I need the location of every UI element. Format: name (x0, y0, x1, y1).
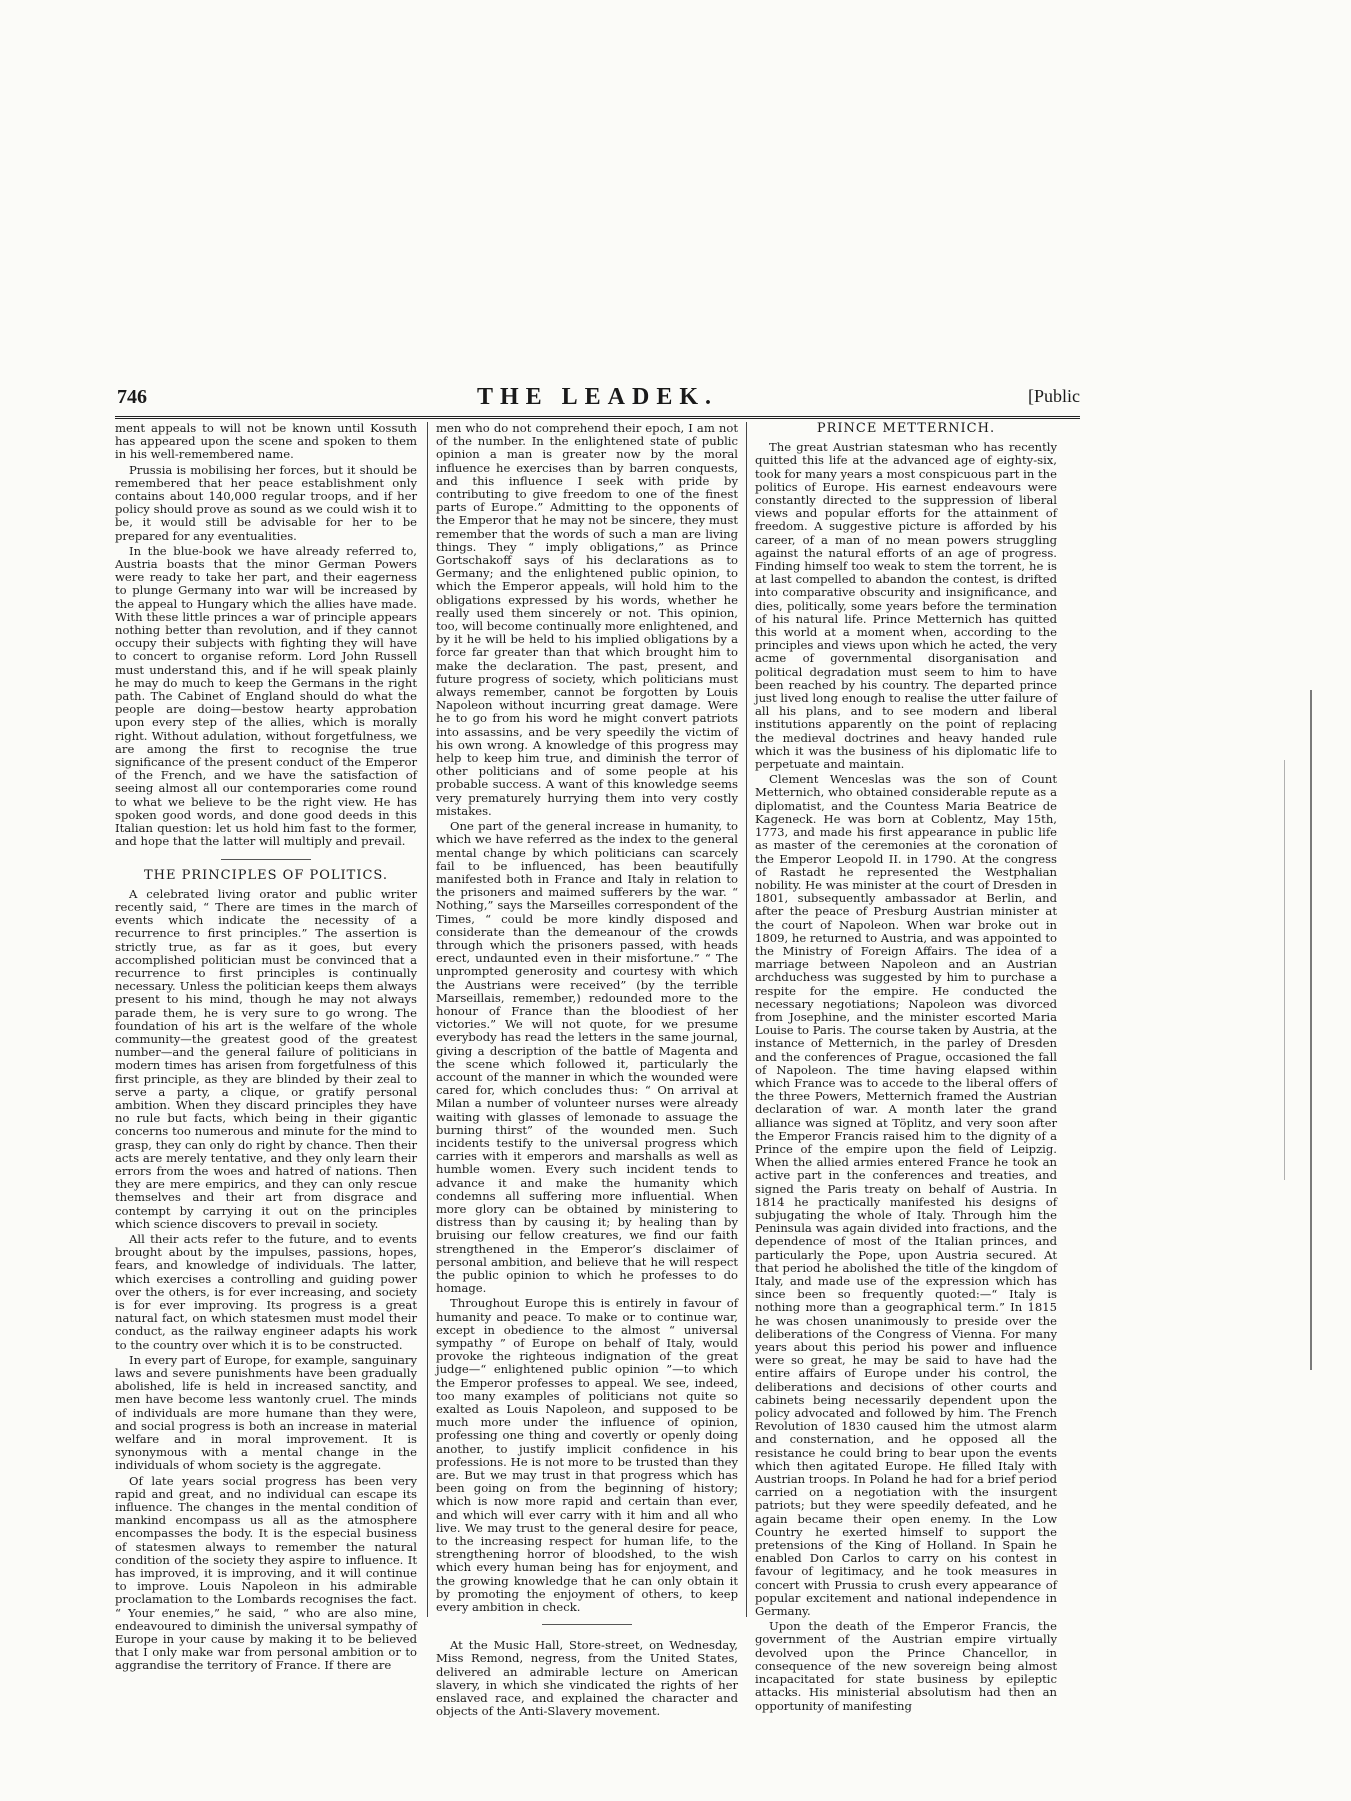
paragraph: In the blue-book we have already referred to, Austria boasts that the minor German Powers were ready to take her part, and their eagerness to plunge Germany into war will be increased by the appeal to Hungary which the allies have made. With these little princes a war of principle appears nothing better than revolution, and if they cannot occupy their subjects with fighting they will have to concert to organise reform. Lord John Russell must understand this, and if he will speak plainly he may do much to keep the Germans in the right path. The Cabinet of England should do what the people are doing—bestow hearty approbation upon every step of the allies, which is morally right. Without adulation, without forgetfulness, we are among the first to recognise the true significance of the present conduct of the Emperor of the French, and we have the satisfaction of seeing almost all our contemporaries come round to what we believe to be the right view. He has spoken good words, and done good deeds in this Italian question: let us hold him fast to the former, and hope that the latter will multiply and prevail. (115, 543, 417, 849)
page-header (115, 384, 1080, 419)
paragraph: Throughout Europe this is entirely in favour of humanity and peace. To make or to continue war, except in obedience to the almost “ universal sympathy ” of Europe on behalf of Italy, would provoke the righteous indignation of the great judge—“ enlightened public opinion ”—to which the Emperor professes to appeal. We see, indeed, too many examples of politicians not quite so exalted as Louis Napoleon, and supposed to be much more under the influence of opinion, professing one thing and covertly or openly doing another, to justify implicit confidence in his professions. He is not more to be trusted than they are. But we may trust in that progress which has been going on from the beginning of history; which is now more rapid and certain than ever, and which will ever carry with it him and all who live. We may trust to the general desire for peace, to the increasing respect for human life, to the strengthening horror of bloodshed, to the wish which every human being has for enjoyment, and the growing knowledge that he can only obtain it by promoting the enjoyment of others, to keep every ambition in check. (436, 1296, 738, 1615)
column-2 (436, 421, 738, 1719)
section-title: THE PRINCIPLES OF POLITICS. (144, 867, 388, 883)
paragraph: One part of the general increase in humanity, to which we have referred as the index to the general mental change by which politicians can scarcely fail to be influenced, has been beautifully manifested both in France and Italy in relation to the prisoners and maimed sufferers by the war. “ Nothing,” says the Marseilles correspondent of the Times, “ could be more kindly disposed and considerate than the demeanour of the crowds through which the prisoners passed, with heads erect, undaunted even in their misfortune.” “ The unprompted generosity and courtesy with which the Austrians were received” (by the terrible Marseillais, remember,) redounded more to the honour of France than the bloodiest of her victories.” We will not quote, for we presume everybody has read the letters in the same journal, giving a description of the battle of Magenta and the scene which followed it, particularly the account of the manner in which the wounded were cared for, which concludes thus: “ On arrival at Milan a number of volunteer nurses were already waiting with glasses of lemonade to assuage the burning thirst” of the wounded men. Such incidents testify to the universal progress which carries with it emperors and marshalls as well as humble women. Every such incident tends to advance it and make the humanity which condemns all suffering more influential. When more glory can be obtained by ministering to distress than by causing it; by healing than by bruising our fellow creatures, we find our faith strengthened in the Emperor’s disclaimer of personal ambition, and believe that he will respect the public opinion to which he professes to do homage. (436, 819, 738, 1296)
masthead-title: THE LEADEK. (476, 384, 719, 410)
scan-edge-line (1284, 760, 1285, 1180)
paragraph: A celebrated living orator and public writer recently said, “ There are times in the march of events which indicate the necessity of a recurrence to first principles.” The assertion is strictly true, as far as it goes, but every accomplished politician must be convinced that a recurrence to first principles is continually necessary. Unless the politician keeps them always present to his mind, though he may not always parade them, he is very sure to go wrong. The foundation of his art is the welfare of the whole community—the greatest good of the greatest number—and the general failure of politicians in modern times has arisen from forgetfulness of this first principle, as they are blinded by their zeal to serve a party, a clique, or gratify personal ambition. When they discard principles they have no rule but facts, which being in their gigantic concerns too numerous and minute for the mind to grasp, they can only do right by chance. Then their acts are merely tentative, and they only learn their errors from the woes and hatred of nations. Then they are mere empirics, and they can only rescue themselves and their art from disgrace and contempt by carrying it out on the principles which science discovers to prevail in society. (115, 886, 417, 1231)
paragraph: Of late years social progress has been very rapid and great, and no individual can escape its influence. The changes in the mental condition of mankind encompass us all as the atmosphere encompasses the body. It is the especial business of statesmen always to remember the natural condition of the society they aspire to influence. It has improved, it is improving, and it will continue to improve. Louis Napoleon in his admirable proclamation to the Lombards recognises the fact. “ Your enemies,” he said, “ who are also mine, endeavoured to diminish the universal sympathy of Europe in your cause by making it to be believed that I only make war from personal ambition or to aggrandise the territory of France. If there are (115, 1473, 417, 1673)
notice-paragraph: At the Music Hall, Store-street, on Wednesday, Miss Remond, negress, from the United States, delivered an admirable lecture on American slavery, in which she vindicated the rights of her enslaved race, and explained the character and objects of the Anti-Slavery movement. (436, 1638, 738, 1719)
paragraph: Upon the death of the Emperor Francis, the government of the Austrian empire virtually devolved upon the Prince Chancellor, in consequence of the new sovereign being almost incapacitated for state business by epileptic attacks. His ministerial absolutism had then an opportunity of manifesting (755, 1619, 1057, 1713)
column-divider (427, 422, 428, 1617)
column-3 (755, 422, 1057, 1722)
paragraph: Prussia is mobilising her forces, but it should be remembered that her peace establishment only contains about 140,000 regular troops, and if her policy should prove as sound as we could wish it to be, it would still be advisable for her to be prepared for any eventualities. (115, 462, 417, 543)
column-1 (115, 421, 417, 1673)
running-head-right: [Public (1028, 386, 1080, 406)
section-rule (221, 859, 311, 860)
scan-edge-line (1310, 690, 1312, 1370)
binding-edge (1238, 0, 1351, 1801)
paragraph: All their acts refer to the future, and to events brought about by the impulses, passions, hopes, fears, and knowledge of individuals. The latter, which exercises a controlling and guiding power over the others, is for ever increasing, and society is for ever improving. Its progress is a great natural fact, on which statesmen must model their conduct, as the railway engineer adapts his work to the country over which it is to be constructed. (115, 1231, 417, 1352)
paragraph: ment appeals to will not be known until Kossuth has appeared upon the scene and spoken to them in his well-remembered name. (115, 421, 417, 462)
column-divider (746, 422, 747, 1617)
page-number: 746 (117, 386, 147, 408)
paragraph: In every part of Europe, for example, sanguinary laws and severe punishments have been gradually abolished, life is held in increased sanctity, and men have become less wantonly cruel. The minds of individuals are more humane than they were, and social progress is both an increase in material welfare and in moral improvement. It is synonymous with a mental change in the individuals of whom society is the aggregate. (115, 1352, 417, 1473)
paragraph: The great Austrian statesman who has recently quitted this life at the advanced age of eighty-six, took for many years a most conspicuous part in the politics of Europe. His earnest endeavours were constantly directed to the suppression of liberal views and popular efforts for the attainment of freedom. A suggestive picture is afforded by his career, of a man of no mean powers struggling against the natural efforts of an age of progress. Finding himself too weak to stem the torrent, he is at last compelled to abandon the contest, is drifted into comparative obscurity and insignificance, and dies, politically, some years before the termination of his natural life. Prince Metternich has quitted this world at a moment when, according to the principles and views upon which he acted, the very acme of governmental disorganisation and political degradation must seem to him to have been reached by his country. The departed prince just lived long enough to realise the utter failure of all his plans, and to see modern and liberal institutions apparently on the point of replacing the medieval doctrines and heavy handed rule which it was the business of his diplomatic life to perpetuate and maintain. (755, 440, 1057, 772)
notice-block (436, 1639, 738, 1718)
section-title: PRINCE METTERNICH. (816, 421, 996, 436)
paragraph: men who do not comprehend their epoch, I am not of the number. In the enlightened state of public opinion a man is greater now by the moral influence he exercises than by barren conquests, and this influence I seek with pride by contributing to give freedom to one of the finest parts of Europe.” Admitting to the opponents of the Emperor that he may not be sincere, they must remember that the words of such a man are living things. They “ imply obligations,” as Prince Gortschakoff says of his declarations as to Germany; and the enlightened public opinion, to which the Emperor appeals, will hold him to the obligations expressed by his words, whether he really used them sincerely or not. This opinion, too, will become continually more enlightened, and by it he will be held to his implied obligations by a force far greater than that which brought him to make the declaration. The past, present, and future progress of society, which politicians must always remember, cannot be forgotten by Louis Napoleon without incurring great damage. Were he to go from his word he might convert patriots into assassins, and be very speedily the victim of his own wrong. A knowledge of this progress may help to keep him true, and diminish the terror of other politicians and of some people at his probable success. A want of this knowledge seems very prematurely hurrying them into very costly mistakes. (436, 421, 738, 818)
section-rule (542, 1624, 632, 1625)
paragraph: Clement Wenceslas was the son of Count Metternich, who obtained considerable repute as a diplomatist, and the Countess Maria Beatrice de Kageneck. He was born at Coblentz, May 15th, 1773, and made his first appearance in public life as master of the ceremonies at the coronation of the Emperor Leopold II. in 1790. At the congress of Rastadt he represented the Westphalian nobility. He was minister at the court of Dresden in 1801, subsequently ambassador at Berlin, and after the peace of Presburg Austrian minister at the court of Napoleon. When war broke out in 1809, he returned to Austria, and was appointed to the Ministry of Foreign Affairs. The idea of a marriage between Napoleon and an Austrian archduchess was suggested by him to purchase a respite for the empire. He conducted the necessary negotiations; Napoleon was divorced from Josephine, and the minister escorted Maria Louise to Paris. The course taken by Austria, at the instance of Metternich, in the parley of Dresden and the conferences of Prague, occasioned the fall of Napoleon. The time having elapsed within which France was to accede to the liberal offers of the three Powers, Metternich framed the Austrian declaration of war. A month later the grand alliance was signed at Töplitz, and very soon after the Emperor Francis raised him to the dignity of a Prince of the empire upon the field of Leipzig. When the allied armies entered France he took an active part in the conferences and treaties, and signed the Paris treaty on behalf of Austria. In 1814 he practically manifested his designs of subjugating the whole of Italy. Through him the Peninsula was again divided into fractions, and the dependence of most of the Italian princes, and particularly the Pope, upon Austria secured. At that period he abolished the title of the kingdom of Italy, and made use of the expression which has since been so frequently quoted:—“ Italy is nothing more than a geographical term.” In 1815 he was chosen unanimously to preside over the deliberations of the Congress of Vienna. For many years about this period his power and influence were so great, he may be said to have had the entire affairs of Europe under his control, the deliberations and decisions of other courts and cabinets being necessarily dependent upon the policy advocated and followed by him. The French Revolution of 1830 caused him the utmost alarm and consternation, and he opposed all the resistance he could bring to bear upon the events which then agitated Europe. He filled Italy with Austrian troops. In Poland he had for a brief period carried on a negotiation with the insurgent patriots; but they were speedily defeated, and he again became their open enemy. In the Low Country he exerted himself to support the pretensions of the King of Holland. In Spain he enabled Don Carlos to carry on his contest in favour of legitimacy, and he took measures in concert with Prussia to crush every appearance of popular excitement and national independence in Germany. (755, 772, 1057, 1619)
